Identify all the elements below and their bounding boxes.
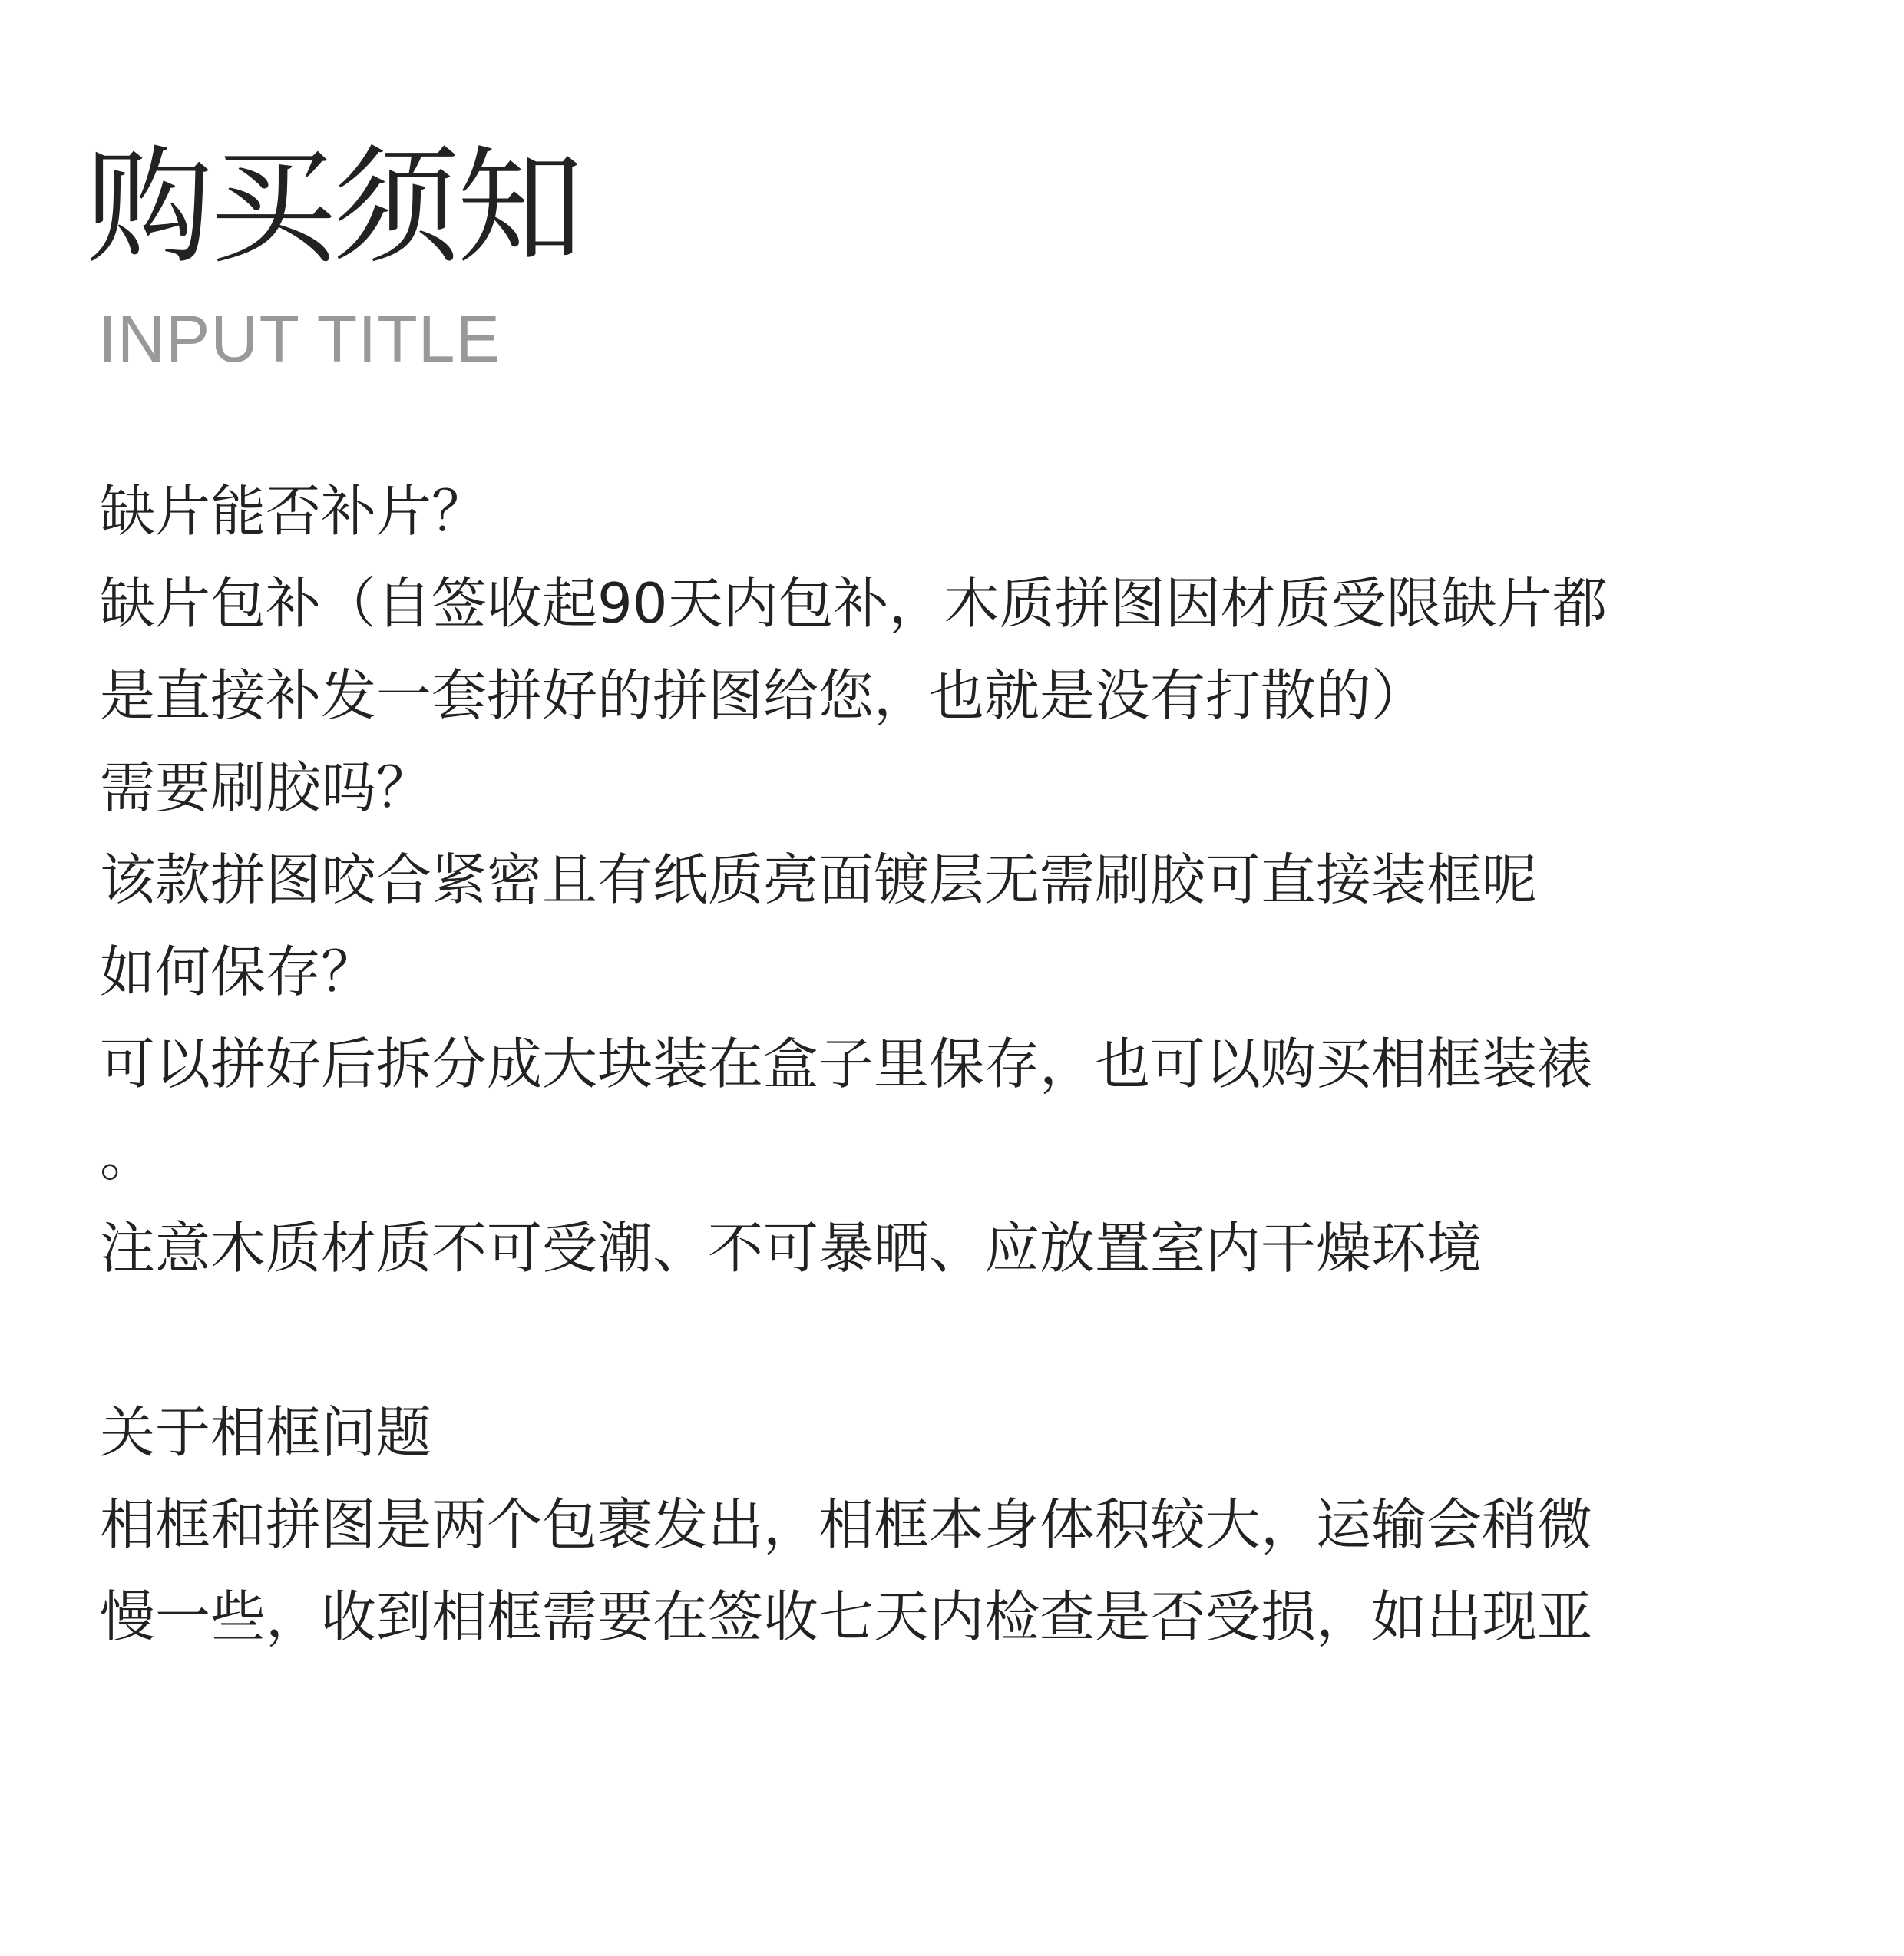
frame-section-line: 相框和拼图是两个包裹发出，相框本身体积较大，运输会稍微 [100,1492,1593,1557]
faq-answer-line: 可以拼好后拆分成大块装在盒子里保存，也可以购买相框装裱 [100,1032,1593,1096]
notice-body [100,465,1812,1663]
faq-answer-line: 是直接补发一套拼好的拼图给您，也就是没有打散的） [100,663,1427,728]
page-title: 购买须知 [86,134,580,281]
faq-answer-line: 。 [100,1124,156,1188]
faq-question-missing-pieces: 缺片能否补片？ [100,479,488,544]
section-spacer [100,1294,1812,1386]
faq-answer-line: 注意木质材质不可受潮、不可暴晒、应放置室内干燥环境 [100,1216,1483,1280]
faq-answer-line: 该款拼图咬合紧密且有纸质亮面镀层无需刷胶可直接装框呢 [100,847,1538,912]
faq-question-glue: 需要刷胶吗？ [100,755,432,820]
faq-question-storage: 如何保存？ [100,940,377,1004]
frame-section-line: 慢一些，收到相框需要在签收七天内检查是否受损，如出现亚 [100,1584,1593,1649]
frame-section-heading: 关于相框问题 [100,1400,432,1465]
page-subtitle: INPUT TITLE [98,302,501,376]
faq-answer-line: 缺片包补（自签收起90天内包补，木质拼图因材质受限缺片都 [100,571,1608,636]
